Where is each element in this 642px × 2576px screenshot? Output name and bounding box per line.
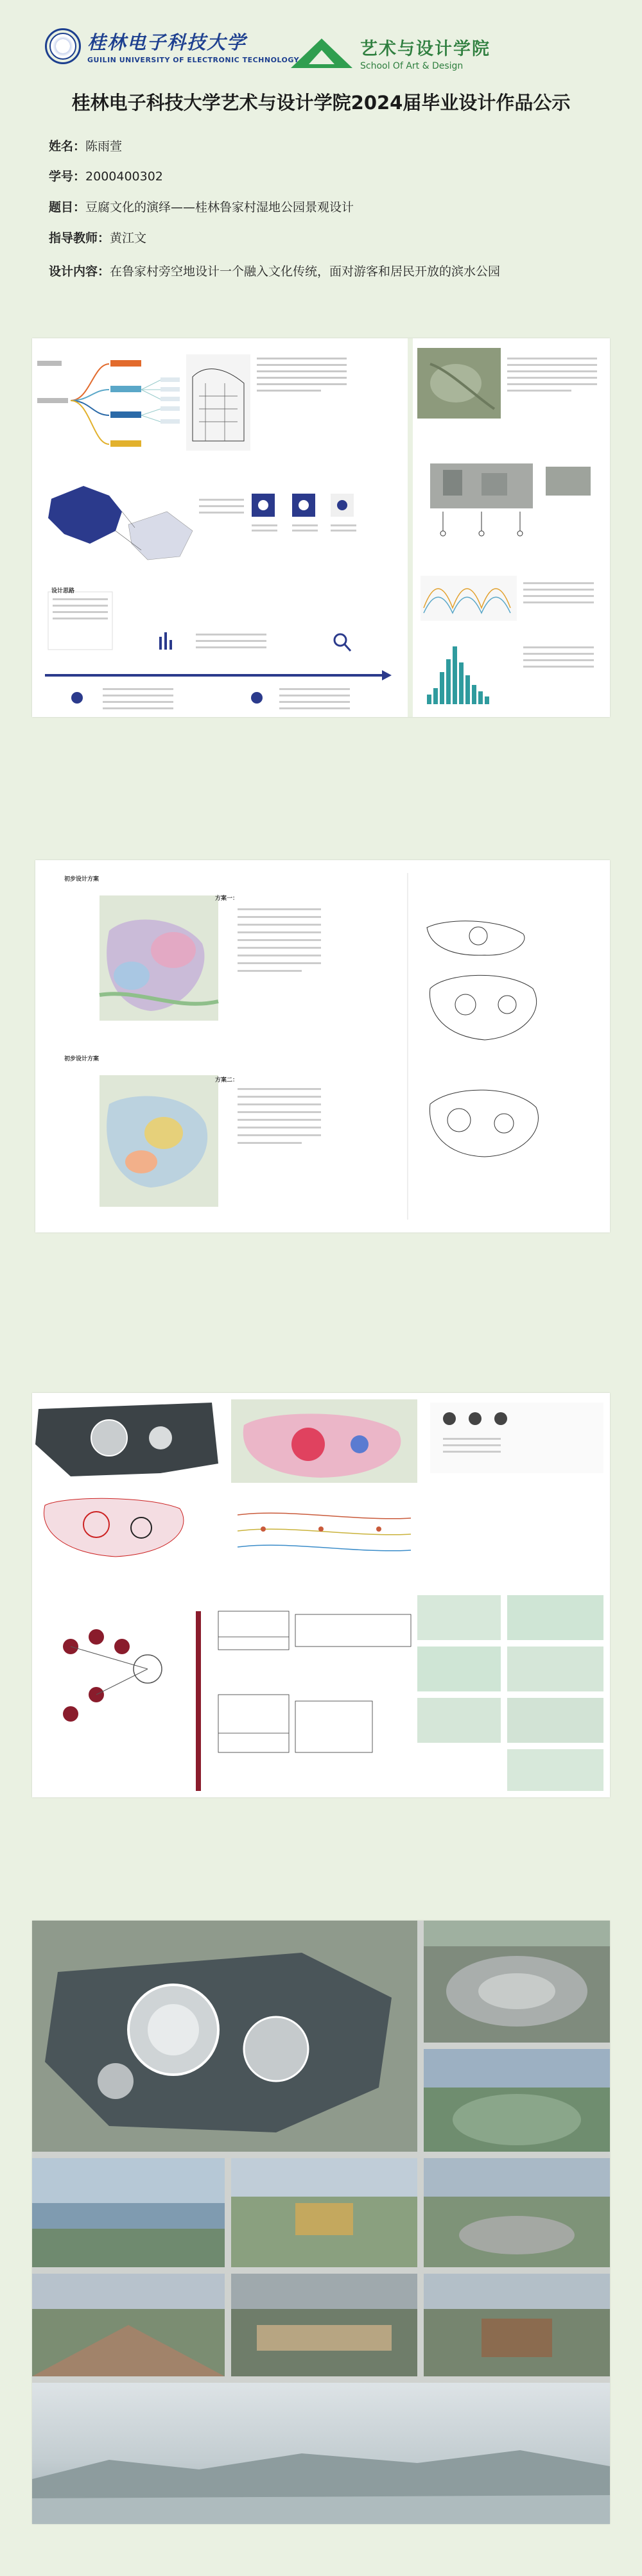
info-content: 设计内容：在鲁家村旁空地设计一个融入文化传统，面对游客和居民开放的滨水公园 [49,264,501,279]
scheme-heading-1: 初步设计方案 [64,876,100,883]
info-name: 姓名：陈雨萱 [49,139,123,153]
render-night [231,2274,417,2376]
structure-diagram [44,1498,183,1557]
bubble-diagram [63,1629,162,1722]
info-icons [252,494,356,532]
histogram-text [523,646,594,668]
aerial-render [32,1921,417,2152]
climate-line-chart [421,576,594,621]
design-idea-label: 设计思路 [51,588,75,594]
mind-map [37,360,180,447]
scheme-graphics [35,860,610,1232]
location-map [48,486,244,560]
section-lines [238,1513,411,1551]
university-name-en: GUILIN UNIVERSITY OF ELECTRONIC TECHNOLOGY [87,56,300,64]
legend-icons [430,1403,603,1473]
scheme-2-map [100,1075,218,1207]
panorama-render [32,2383,610,2524]
school-name-cn: 艺术与设计学院 [360,39,490,59]
scheme-text [238,908,321,1144]
aerial-render-drawing [32,1921,417,2152]
school-logo [291,35,490,71]
elevation-drawings [218,1611,411,1752]
site-photos [430,463,591,536]
school-triangle-icon [291,39,352,68]
page-header [0,0,642,83]
intro-text-lines [257,358,347,392]
info-student-id: 学号：2000400302 [49,169,163,184]
tofu-sketch [186,354,250,451]
render-amphitheatre [424,1921,610,2043]
plans-board [32,1393,610,1797]
site-aerial-photo [417,348,597,419]
render-playground [231,2158,417,2267]
university-logo [45,28,299,64]
info-topic: 题目：豆腐文化的演绎——桂林鲁家村湿地公园景观设计 [49,200,354,214]
scheme-heading-2: 初步设计方案 [64,1056,100,1062]
render-pavilion [424,2274,610,2376]
render-boardwalk [32,2274,225,2376]
histogram-chart [427,646,489,704]
page-title: 桂林电子科技大学艺术与设计学院2024届毕业设计作品公示 [71,92,571,114]
university-seal-icon [45,28,81,64]
master-plan-dark [35,1403,218,1476]
scheme-plans [427,921,538,1157]
analysis-graphics [32,338,610,717]
design-idea-timeline [45,592,392,709]
school-name-en: School Of Art & Design [360,61,464,71]
renders-board [32,1921,610,2524]
render-plaza [424,2158,610,2267]
render-lawn [424,2049,610,2152]
zoning-plan [231,1399,417,1483]
perspective-renders [417,1595,603,1791]
scheme-option-2: 方案二： [215,1077,239,1084]
scheme-1-map [100,895,218,1021]
university-name-cn: 桂林电子科技大学 [87,31,247,53]
analysis-board [32,338,610,717]
render-waterfront-1 [32,2158,225,2267]
scheme-option-1: 方案一： [215,895,239,902]
preliminary-scheme-board [35,860,610,1232]
info-advisor: 指导教师：黄江文 [49,231,147,245]
plans-graphics [32,1393,610,1797]
